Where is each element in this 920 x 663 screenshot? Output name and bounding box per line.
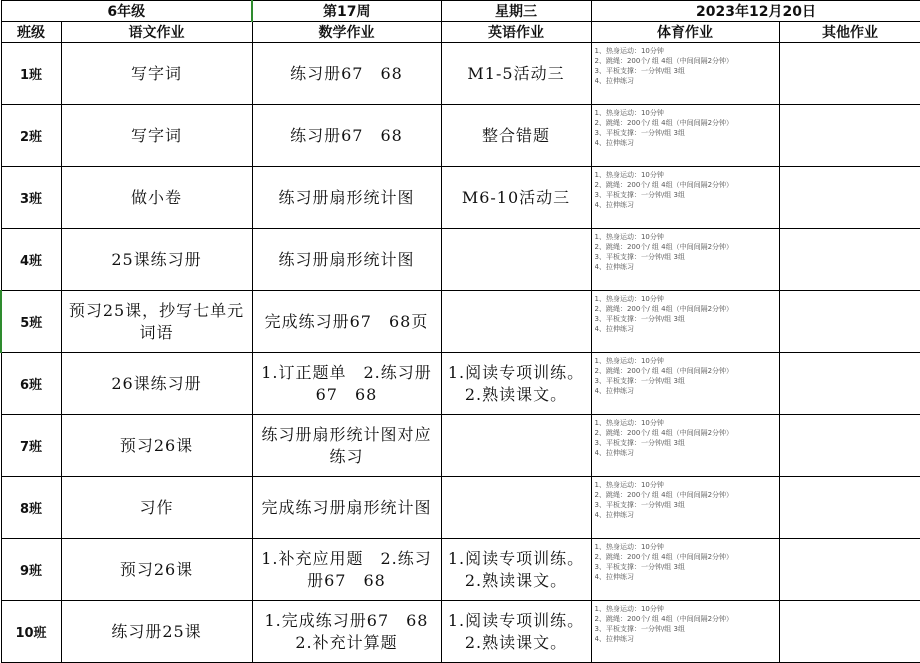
pe-line: 3、平板支撑：一分钟/组 3组 — [594, 253, 685, 261]
chinese-homework-cell[interactable]: 预习25课，抄写七单元词语 — [61, 291, 252, 353]
title-row — [1, 1, 920, 22]
pe-line: 3、平板支撑：一分钟/组 3组 — [594, 315, 685, 323]
column-header-row — [1, 22, 920, 43]
other-homework-cell[interactable] — [779, 353, 920, 415]
pe-line: 3、平板支撑：一分钟/组 3组 — [594, 501, 685, 509]
class-cell[interactable]: 10班 — [1, 601, 61, 663]
column-header-pe[interactable]: 体育作业 — [591, 22, 779, 43]
table-row — [1, 167, 920, 229]
date-cell[interactable]: 2023年12月20日 — [591, 1, 920, 22]
pe-homework-cell[interactable] — [591, 43, 779, 105]
table-row — [1, 43, 920, 105]
table-body — [1, 43, 920, 663]
chinese-homework-cell[interactable]: 做小卷 — [61, 167, 252, 229]
other-homework-cell[interactable] — [779, 601, 920, 663]
pe-line: 3、平板支撑：一分钟/组 3组 — [594, 377, 685, 385]
chinese-homework-cell[interactable]: 预习26课 — [61, 415, 252, 477]
pe-line: 3、平板支撑：一分钟/组 3组 — [594, 563, 685, 571]
english-homework-cell[interactable]: M1-5活动三 — [441, 43, 591, 105]
column-header-other[interactable]: 其他作业 — [779, 22, 920, 43]
pe-line: 4、拉伸练习 — [594, 573, 634, 581]
pe-line: 3、平板支撑：一分钟/组 3组 — [594, 129, 685, 137]
pe-homework-cell[interactable] — [591, 353, 779, 415]
pe-line: 2、跳绳：200个/ 组 4组（中间间隔2分钟） — [594, 57, 734, 65]
pe-line: 4、拉伸练习 — [594, 263, 634, 271]
pe-line: 1、热身运动：10分钟 — [594, 109, 664, 117]
class-cell[interactable]: 9班 — [1, 539, 61, 601]
pe-homework-cell[interactable] — [591, 167, 779, 229]
pe-line: 3、平板支撑：一分钟/组 3组 — [594, 625, 685, 633]
pe-line: 1、热身运动：10分钟 — [594, 295, 664, 303]
pe-line: 4、拉伸练习 — [594, 635, 634, 643]
pe-line: 4、拉伸练习 — [594, 139, 634, 147]
other-homework-cell[interactable] — [779, 43, 920, 105]
pe-homework-cell[interactable] — [591, 105, 779, 167]
pe-line: 1、热身运动：10分钟 — [594, 47, 664, 55]
pe-line: 3、平板支撑：一分钟/组 3组 — [594, 439, 685, 447]
pe-line: 4、拉伸练习 — [594, 387, 634, 395]
other-homework-cell[interactable] — [779, 167, 920, 229]
english-homework-cell[interactable]: M6-10活动三 — [441, 167, 591, 229]
class-cell[interactable]: 7班 — [1, 415, 61, 477]
pe-line: 1、热身运动：10分钟 — [594, 171, 664, 179]
other-homework-cell[interactable] — [779, 415, 920, 477]
math-homework-cell[interactable]: 练习册扇形统计图 — [252, 229, 441, 291]
pe-homework-cell[interactable] — [591, 229, 779, 291]
math-homework-cell[interactable]: 1.完成练习册67 68 2.补充计算题 — [252, 601, 441, 663]
class-cell[interactable]: 8班 — [1, 477, 61, 539]
class-cell[interactable]: 2班 — [1, 105, 61, 167]
pe-line: 4、拉伸练习 — [594, 201, 634, 209]
chinese-homework-cell[interactable]: 写字词 — [61, 43, 252, 105]
math-homework-cell[interactable]: 1.补充应用题 2.练习册67 68 — [252, 539, 441, 601]
class-cell[interactable]: 6班 — [1, 353, 61, 415]
math-homework-cell[interactable]: 练习册67 68 — [252, 105, 441, 167]
pe-line: 2、跳绳：200个/ 组 4组（中间间隔2分钟） — [594, 305, 734, 313]
english-homework-cell[interactable] — [441, 291, 591, 353]
class-cell[interactable]: 4班 — [1, 229, 61, 291]
pe-line: 2、跳绳：200个/ 组 4组（中间间隔2分钟） — [594, 553, 734, 561]
pe-line: 4、拉伸练习 — [594, 325, 634, 333]
table-row — [1, 105, 920, 167]
column-header-chinese[interactable]: 语文作业 — [61, 22, 252, 43]
other-homework-cell[interactable] — [779, 477, 920, 539]
column-header-class[interactable]: 班级 — [1, 22, 61, 43]
english-homework-cell[interactable]: 1.阅读专项训练。2.熟读课文。 — [441, 353, 591, 415]
pe-line: 4、拉伸练习 — [594, 77, 634, 85]
pe-line: 1、热身运动：10分钟 — [594, 481, 664, 489]
math-homework-cell[interactable]: 练习册67 68 — [252, 43, 441, 105]
class-cell[interactable]: 3班 — [1, 167, 61, 229]
math-homework-cell[interactable]: 1.订正题单 2.练习册67 68 — [252, 353, 441, 415]
other-homework-cell[interactable] — [779, 291, 920, 353]
pe-line: 1、热身运动：10分钟 — [594, 419, 664, 427]
math-homework-cell[interactable]: 完成练习册扇形统计图 — [252, 477, 441, 539]
table-row — [1, 601, 920, 663]
pe-line: 2、跳绳：200个/ 组 4组（中间间隔2分钟） — [594, 181, 734, 189]
table-row — [1, 415, 920, 477]
english-homework-cell[interactable]: 1.阅读专项训练。2.熟读课文。 — [441, 539, 591, 601]
table-row — [1, 229, 920, 291]
pe-homework-cell[interactable] — [591, 415, 779, 477]
pe-line: 1、热身运动：10分钟 — [594, 605, 664, 613]
pe-homework-cell[interactable] — [591, 601, 779, 663]
pe-line: 1、热身运动：10分钟 — [594, 357, 664, 365]
table-row — [1, 353, 920, 415]
math-homework-cell[interactable]: 练习册扇形统计图对应练习 — [252, 415, 441, 477]
column-header-math[interactable]: 数学作业 — [252, 22, 441, 43]
other-homework-cell[interactable] — [779, 105, 920, 167]
pe-line: 2、跳绳：200个/ 组 4组（中间间隔2分钟） — [594, 429, 734, 437]
english-homework-cell[interactable]: 整合错题 — [441, 105, 591, 167]
math-homework-cell[interactable]: 练习册扇形统计图 — [252, 167, 441, 229]
grade-cell[interactable]: 6年级 — [1, 1, 252, 22]
english-homework-cell[interactable] — [441, 415, 591, 477]
table-row — [1, 291, 920, 353]
pe-line: 2、跳绳：200个/ 组 4组（中间间隔2分钟） — [594, 243, 734, 251]
english-homework-cell[interactable] — [441, 477, 591, 539]
pe-line: 2、跳绳：200个/ 组 4组（中间间隔2分钟） — [594, 491, 734, 499]
class-cell[interactable]: 1班 — [1, 43, 61, 105]
chinese-homework-cell[interactable]: 写字词 — [61, 105, 252, 167]
pe-homework-cell[interactable] — [591, 477, 779, 539]
other-homework-cell[interactable] — [779, 539, 920, 601]
pe-homework-cell[interactable] — [591, 539, 779, 601]
chinese-homework-cell[interactable]: 25课练习册 — [61, 229, 252, 291]
pe-line: 1、热身运动：10分钟 — [594, 233, 664, 241]
pe-line: 4、拉伸练习 — [594, 449, 634, 457]
pe-line: 2、跳绳：200个/ 组 4组（中间间隔2分钟） — [594, 367, 734, 375]
pe-line: 1、热身运动：10分钟 — [594, 543, 664, 551]
chinese-homework-cell[interactable]: 预习26课 — [61, 539, 252, 601]
english-homework-cell[interactable] — [441, 229, 591, 291]
pe-line: 3、平板支撑：一分钟/组 3组 — [594, 67, 685, 75]
pe-line: 4、拉伸练习 — [594, 511, 634, 519]
english-homework-cell[interactable]: 1.阅读专项训练。2.熟读课文。 — [441, 601, 591, 663]
pe-line: 3、平板支撑：一分钟/组 3组 — [594, 191, 685, 199]
table-row — [1, 477, 920, 539]
week-cell[interactable]: 第17周 — [252, 1, 441, 22]
pe-line: 2、跳绳：200个/ 组 4组（中间间隔2分钟） — [594, 615, 734, 623]
class-cell[interactable]: 5班 — [1, 291, 61, 353]
chinese-homework-cell[interactable]: 26课练习册 — [61, 353, 252, 415]
weekday-cell[interactable]: 星期三 — [441, 1, 591, 22]
chinese-homework-cell[interactable]: 练习册25课 — [61, 601, 252, 663]
pe-line: 2、跳绳：200个/ 组 4组（中间间隔2分钟） — [594, 119, 734, 127]
chinese-homework-cell[interactable]: 习作 — [61, 477, 252, 539]
math-homework-cell[interactable]: 完成练习册67 68页 — [252, 291, 441, 353]
table-row — [1, 539, 920, 601]
column-header-english[interactable]: 英语作业 — [441, 22, 591, 43]
other-homework-cell[interactable] — [779, 229, 920, 291]
pe-homework-cell[interactable] — [591, 291, 779, 353]
